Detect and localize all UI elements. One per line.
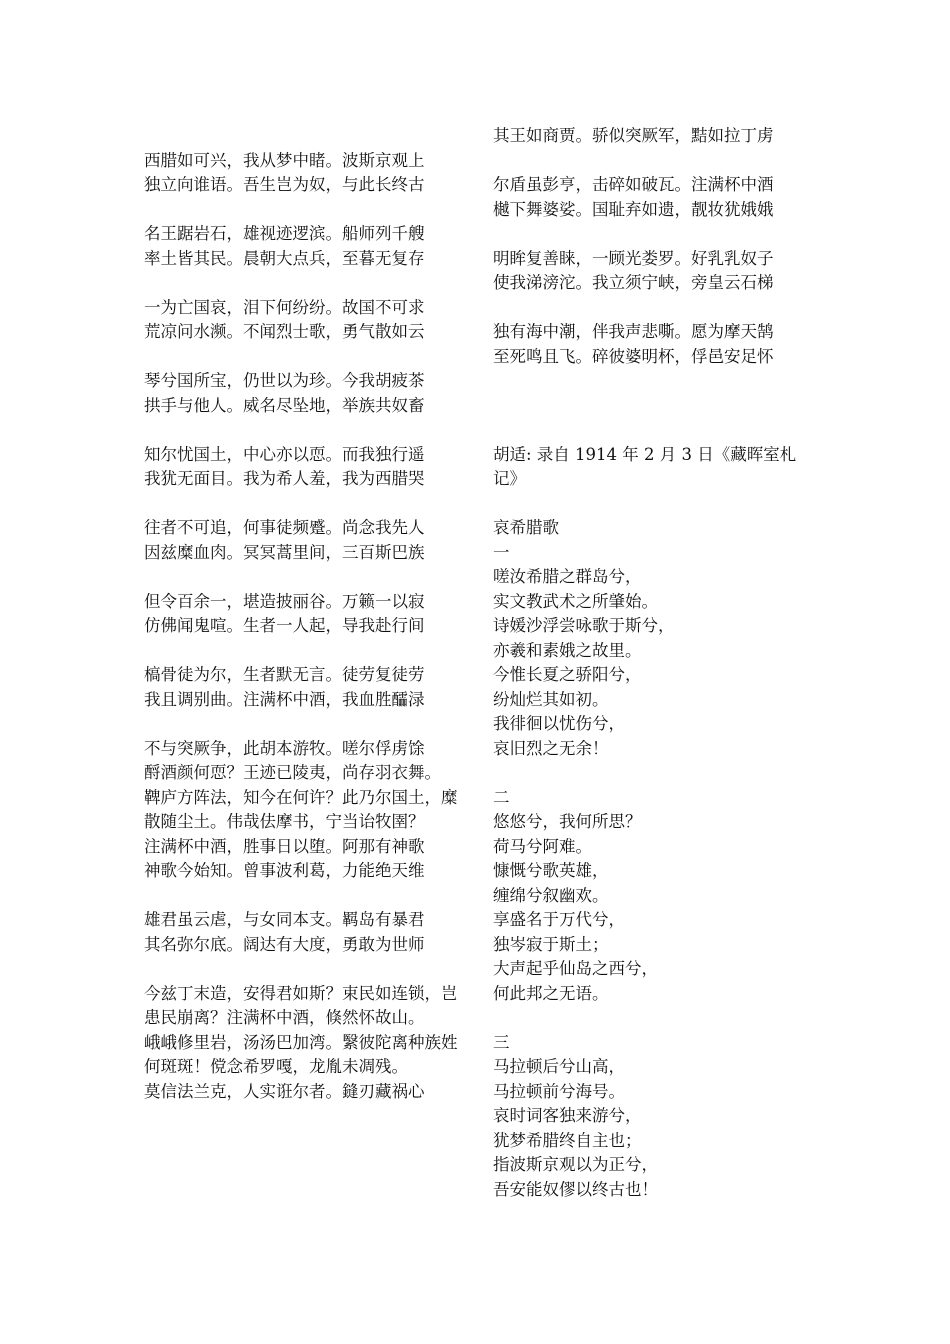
text-line: 嗟汝希腊之群岛兮， <box>493 567 642 586</box>
text-line: 我犹无面目。我为希人羞，我为西腊哭 <box>144 469 425 488</box>
blank-line <box>144 639 462 664</box>
blank-line <box>493 296 813 321</box>
text-line: 西腊如可兴，我从梦中睹。波斯京观上 <box>144 150 425 170</box>
text-line: 往者不可追，何事徒频蹙。尚念我先人 <box>144 518 425 537</box>
text-line: 酹酒颜何恧？王迹已陵夷，尚存羽衣舞。 <box>144 763 441 782</box>
text-line: 注满杯中酒，胜事日以堕。阿那有神歌 <box>144 836 425 856</box>
text-line: 尔盾虽彭亨，击碎如破瓦。注满杯中酒 <box>493 175 774 194</box>
text-line: 何此邦之无语。 <box>493 983 609 1003</box>
blank-line <box>493 761 813 786</box>
blank-line <box>493 1006 813 1031</box>
text-line: 鞞庐方阵法，知今在何许？此乃尔国土，糜散随尘土。伟哉佉摩书，宁当诒牧圉？ <box>144 787 458 831</box>
text-line: 名王踞岩石，雄视迹逻滨。船师列千艘 <box>144 224 425 243</box>
text-line: 诗媛沙浮尝咏歌于斯兮， <box>493 616 675 635</box>
text-line: 今惟长夏之骄阳兮， <box>493 665 642 684</box>
text-line: 不与突厥争，此胡本游牧。嗟尔俘虏馀 <box>144 738 425 758</box>
text-line: 大声起乎仙岛之西兮， <box>493 959 658 978</box>
blank-line <box>144 418 462 443</box>
blank-line <box>144 492 462 517</box>
blank-line <box>144 565 462 590</box>
blank-line <box>493 492 813 517</box>
text-line: 槁骨徒为尔，生者默无言。徒劳复徒劳 <box>144 665 425 684</box>
text-line: 哀旧烈之无余！ <box>493 738 609 758</box>
text-line: 悠悠兮，我何所思？ <box>493 812 642 831</box>
text-line: 独岑寂于斯土； <box>493 934 609 954</box>
text-line: 我徘徊以忧伤兮， <box>493 714 625 733</box>
text-line: 一 <box>493 542 510 562</box>
text-line: 荒凉问水濒。不闻烈士歌，勇气散如云 <box>144 322 425 341</box>
text-line: 明眸复善睐，一顾光娄罗。好乳乳奴子 <box>493 248 774 268</box>
text-line: 马拉顿后兮山高， <box>493 1057 625 1076</box>
text-line: 享盛名于万代兮， <box>493 910 625 929</box>
text-line: 莫信法兰克，人实诳尔者。鏠刃藏祸心 <box>144 1081 425 1101</box>
text-line: 独有海中潮，伴我声悲嘶。愿为摩天鹄 <box>493 322 774 341</box>
blank-line <box>493 149 813 174</box>
blank-line <box>493 394 813 419</box>
text-line: 吾安能奴僇以终古也！ <box>493 1179 658 1199</box>
text-line: 三 <box>493 1032 510 1052</box>
text-line: 其王如商贾。骄似突厥军，黠如拉丁虏 <box>493 126 774 145</box>
text-line: 胡适: 录自 1914 年 2 月 3 日《藏晖室札记》 <box>493 444 797 488</box>
text-line: 犹梦希腊终自主也； <box>493 1130 642 1150</box>
text-line: 雄君虽云虐，与女同本支。羁岛有暴君 <box>144 910 425 929</box>
text-line: 指波斯京观以为正兮， <box>493 1155 658 1174</box>
text-line: 我且调别曲。注满杯中酒，我血胜醽渌 <box>144 689 425 709</box>
blank-line <box>493 369 813 394</box>
blank-line <box>144 198 462 223</box>
text-line: 但令百余一，堪造披丽谷。万籁一以寂 <box>144 591 425 611</box>
blank-line <box>144 345 462 370</box>
text-line: 实文教武术之所肇始。 <box>493 591 658 611</box>
text-line: 樾下舞婆娑。国耻弃如遗，靓妆犹娥娥 <box>493 199 774 219</box>
text-line: 哀时词客独来游兮， <box>493 1106 642 1125</box>
text-line: 一为亡国哀，泪下何纷纷。故国不可求 <box>144 297 425 317</box>
blank-line <box>144 884 462 909</box>
text-line: 今兹丁末造，安得君如斯？束民如连锁，岂患民崩离？注满杯中酒，倏然怀故山。 <box>144 983 458 1027</box>
blank-line <box>493 418 813 443</box>
text-line: 哀希腊歌 <box>493 518 559 537</box>
blank-line <box>144 271 462 296</box>
right-column <box>493 124 813 1202</box>
text-line: 纷灿烂其如初。 <box>493 689 609 709</box>
blank-line <box>144 712 462 737</box>
text-line: 荷马兮阿难。 <box>493 836 592 856</box>
text-line: 神歌今始知。曾事波利葛，力能绝天维 <box>144 861 425 880</box>
left-column <box>144 124 462 1104</box>
text-line: 知尔忧国土，中心亦以恧。而我独行遥 <box>144 444 425 464</box>
text-line: 慷慨兮歌英雄， <box>493 861 609 880</box>
text-line: 缠绵兮叙幽欢。 <box>493 885 609 905</box>
text-line: 拱手与他人。威名尽坠地，举族共奴畜 <box>144 395 425 415</box>
text-line: 二 <box>493 787 510 807</box>
text-line: 马拉顿前兮海号。 <box>493 1081 625 1101</box>
text-line: 使我涕滂沱。我立须宁峡，旁皇云石梯 <box>493 273 774 292</box>
text-line: 至死鸣且飞。碎彼婆明杯，俘邑安足怀 <box>493 346 774 366</box>
text-line: 率土皆其民。晨朝大点兵，至暮无复存 <box>144 248 425 268</box>
blank-line <box>144 957 462 982</box>
text-line: 仿佛闻鬼喧。生者一人起，导我赴行间 <box>144 616 425 635</box>
text-line: 其名弥尔底。阔达有大度，勇敢为世师 <box>144 934 425 954</box>
text-line: 亦羲和素娥之故里。 <box>493 640 642 660</box>
blank-line <box>144 124 462 149</box>
text-line: 峨峨修里岩，汤汤巴加湾。繄彼陀离种族姓何斑斑！傥念希罗嘎，龙胤未凋残。 <box>144 1032 458 1076</box>
blank-line <box>493 222 813 247</box>
text-line: 独立向谁语。吾生岂为奴，与此长终古 <box>144 175 425 194</box>
text-line: 因兹糜血肉。冥冥蒿里间，三百斯巴族 <box>144 542 425 562</box>
text-line: 琴兮国所宝，仍世以为珍。今我胡疲茶 <box>144 371 425 390</box>
